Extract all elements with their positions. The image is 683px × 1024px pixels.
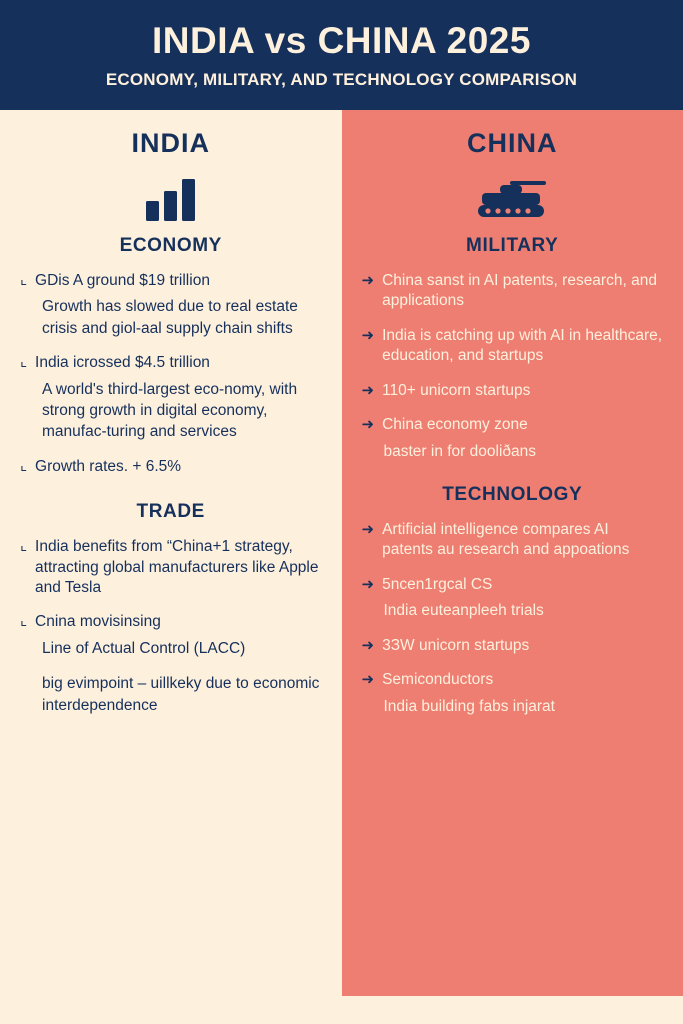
list-item <box>20 271 322 339</box>
page-subtitle: ECONOMY, MILITARY, AND TECHNOLOGY COMPARISON <box>105 69 578 89</box>
column-india <box>0 110 342 996</box>
list-item-head: Cnina movisinsing <box>35 613 161 631</box>
list-item-head: 5ncen1rgcal CЅ <box>382 575 493 593</box>
list-item-sub: India building fabs injarat <box>383 697 555 715</box>
list-item <box>362 670 664 717</box>
list-item-sub: Line of Actual Control (LACC) <box>42 639 246 657</box>
page-title: INDIA vs CHINA 2025 <box>152 20 531 61</box>
l-bullet-icon: ⌞ <box>20 269 28 288</box>
list-item-sub: India еuteanpleeh trials <box>383 602 544 620</box>
list-item-sub: baster in for dooliðans <box>383 442 537 460</box>
list-item <box>20 457 322 477</box>
arrow-right-icon: ➜ <box>361 415 375 434</box>
list-item <box>362 381 664 401</box>
list-item-head: India is catching up with AI in healthcare, education, and startups <box>382 326 663 365</box>
list-item-head: 110+ unicorn startups <box>382 381 531 399</box>
section-title-trade: TRADE <box>136 501 205 523</box>
section-title-military: MILITARY <box>466 234 559 256</box>
section-title-economy: ECONOMY <box>119 234 222 256</box>
arrow-right-icon: ➜ <box>361 519 375 538</box>
list-item-head: India icrossed $4.5 trillion <box>35 354 210 372</box>
list-item-head: GDis A ground $19 trillion <box>35 271 210 289</box>
list-item <box>20 353 322 443</box>
list-item-head: Semiconductors <box>382 671 494 689</box>
list-item-sub: A world's third-largest eco-nomy, with strong growth in digital economy, manufac-turing and services <box>42 380 298 441</box>
l-bullet-icon: ⌞ <box>20 611 28 630</box>
tank-icon <box>362 173 664 225</box>
poster-header <box>0 0 683 110</box>
arrow-right-icon: ➜ <box>361 635 375 654</box>
l-bullet-icon: ⌞ <box>20 352 28 371</box>
list-item <box>362 520 664 561</box>
list-item-sub: Growth has slowed due to real estate crisis and giol-aal supply chain shifts <box>42 298 298 337</box>
l-bullet-icon: ⌞ <box>20 536 28 555</box>
bar-chart-icon <box>20 173 322 225</box>
comparison-columns <box>0 110 683 996</box>
country-name-china: CHINA <box>467 127 558 158</box>
list-item <box>362 326 664 367</box>
list-item-head: India benefits from “China+1 strategy, attracting global manufacturers like Apple and Tesla <box>35 538 319 596</box>
list-item <box>362 575 664 622</box>
list-item <box>20 537 322 598</box>
section-title-technology: TECHNOLOGY <box>442 483 583 505</box>
arrow-right-icon: ➜ <box>361 574 375 593</box>
list-item-head: China sanst in AI patents, research, and applications <box>382 271 657 310</box>
country-name-india: INDIA <box>131 127 210 158</box>
l-bullet-icon: ⌞ <box>20 455 28 474</box>
column-china <box>342 110 683 996</box>
list-item-sub: big evimpoint – uillkeky due to economic interdependence <box>42 675 320 714</box>
list-item-head: Growth rates. + 6.5% <box>35 457 182 475</box>
list-item <box>20 673 322 716</box>
list-item <box>20 612 322 659</box>
list-item <box>362 271 664 312</box>
list-item <box>362 415 664 462</box>
arrow-right-icon: ➜ <box>361 380 375 399</box>
list-item <box>362 636 664 656</box>
list-item-head: 3ЗW unicorn startups <box>382 636 530 654</box>
arrow-right-icon: ➜ <box>361 670 375 689</box>
arrow-right-icon: ➜ <box>361 270 375 289</box>
list-item-head: China economy zone <box>382 416 528 434</box>
list-item-head: Artificial intelligence compares AI patents au research and appoations <box>382 520 630 559</box>
arrow-right-icon: ➜ <box>361 325 375 344</box>
